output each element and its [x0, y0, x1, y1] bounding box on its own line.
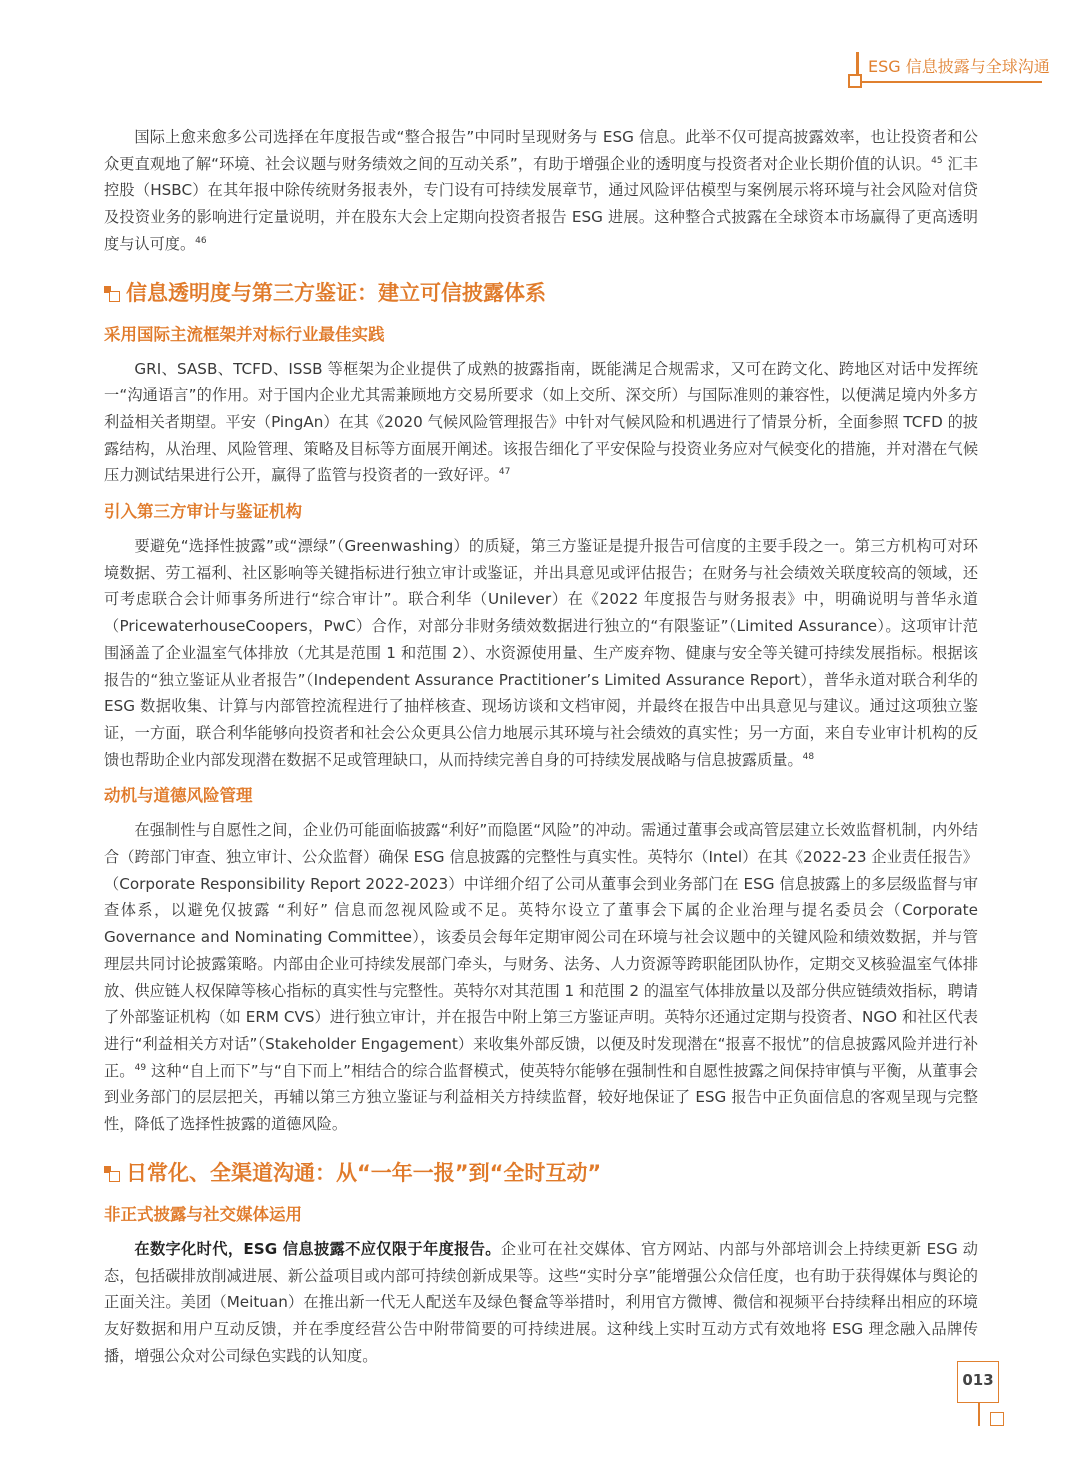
running-title: ESG 信息披露与全球沟通 — [868, 57, 1050, 76]
footnote-ref: 49 — [134, 1062, 147, 1073]
intro-paragraph: 国际上愈来愈多公司选择在年度报告或“整合报告”中同时呈现财务与 ESG 信息。此举不仅可提高披露效率，也让投资者和公众更直观地了解“环境、社会议题与财务绩效之间的互动关系”，有助于增强企业的透明度与投资者对企业长期价值的认识。$^{45}$ 汇丰控股（HSBC）在其年报中除传统财务报表外，专门设有可持续发展章节，通过风险评估模型与案例展示将环境与社会风险对信贷及投资业务的影响进行定量说明，并在股东大会上定期向投资者报告 ESG 进展。这种整合式披露在全球资本市场赢得了更高透明度与认可度。$^{46}$ — [104, 128, 978, 253]
subheading-social-media: 非正式披露与社交媒体运用 — [104, 1204, 302, 1224]
running-header — [842, 44, 1050, 92]
footnote-ref: 46 — [195, 235, 207, 246]
header-square-icon — [848, 74, 862, 88]
page-number-connector — [978, 1402, 980, 1426]
section-marker-icon — [104, 286, 120, 302]
paragraph-moral-hazard: 在强制性与自愿性之间，企业仍可能面临披露“利好”而隐匿“风险”的冲动。需通过董事会或高管层建立长效监督机制，内外结合（跨部门审查、独立审计、公众监督）确保 ESG 信息披露的完整性与真实性。英特尔（Intel）在其《2022-23 企业责任报告》（Corporate Responsibility Report 2022-2023）中详细介绍了公司从董事会到业务部门在 ESG 信息披露上的多层级监督与审查体系，以避免仅披露 “利好” 信息而忽视风险或不足。英特尔设立了董事会下属的企业治理与提名委员会（Corporate Governance and Nominating Committee），该委员会每年定期审阅公司在环境与社会议题中的关键风险和绩效数据，并与管理层共同讨论披露策略。内部由企业可持续发展部门牵头，与财务、法务、人力资源等跨职能团队协作，定期交叉核验温室气体排放、供应链人权保障等核心指标的真实性与完整性。英特尔对其范围 1 和范围 2 的温室气体排放量以及部分供应链绩效指标，聘请了外部鉴证机构（如 ERM CVS）进行独立审计，并在报告中附上第三方鉴证声明。英特尔还通过定期与投资者、NGO 和社区代表进行“利益相关方对话”（Stakeholder Engagement）来收集外部反馈，以便及时发现潜在“报喜不报忧”的信息披露风险并进行补正。$^{49}$ 这种“自上而下”与“自下而上”相结合的综合监督模式，使英特尔能够在强制性和自愿性披露之间保持审慎与平衡，从董事会到业务部门的层层把关，再辅以第三方独立鉴证与利益相关方持续监督，较好地保证了 ESG 报告中正负面信息的客观呈现与完整性，降低了选择性披露的道德风险。 — [104, 821, 978, 1134]
footnote-ref: 47 — [498, 467, 511, 478]
section-heading-communication: 日常化、全渠道沟通：从“一年一报”到“全时互动” — [104, 1158, 978, 1188]
section-marker-icon — [104, 1166, 120, 1182]
subheading-frameworks: 采用国际主流框架并对标行业最佳实践 — [104, 324, 385, 344]
paragraph-third-party-audit: 要避免“选择性披露”或“漂绿”（Greenwashing）的质疑，第三方鉴证是提升报告可信度的主要手段之一。第三方机构可对环境数据、劳工福利、社区影响等关键指标进行独立审计或鉴证，并出具意见或评估报告；在财务与社会绩效关联度较高的领域，还可考虑联合会计师事务所进行“综合审计”。联合利华（Unilever）在《2022 年度报告与财务报表》中，明确说明与普华永道（PricewaterhouseCoopers，PwC）合作，对部分非财务绩效数据进行独立的“有限鉴证”（Limited Assurance）。这项审计范围涵盖了企业温室气体排放（尤其是范围 1 和范围 2）、水资源使用量、生产废弃物、健康与安全等关键可持续发展指标。根据该报告的“独立鉴证从业者报告”（Independent Assurance Practitioner’s Limited Assurance Report），普华永道对联合利华的 ESG 数据收集、计算与内部管控流程进行了抽样核查、现场访谈和文档审阅，并最终在报告中出具意见与建议。通过这项独立鉴证，一方面，联合利华能够向投资者和社会公众更具公信力地展示其环境与社会绩效的真实性；另一方面，来自专业审计机构的反馈也帮助企业内部发现潜在数据不足或管理缺口，从而持续完善自身的可持续发展战略与信息披露质量。$^{48}$ — [104, 537, 978, 769]
section-heading-transparency: 信息透明度与第三方鉴证：建立可信披露体系 — [104, 278, 978, 308]
footnote-ref: 45 — [931, 155, 943, 166]
main-content — [104, 124, 978, 1379]
subheading-third-party-audit: 引入第三方审计与鉴证机构 — [104, 502, 302, 522]
header-rule — [859, 81, 1042, 83]
paragraph-social-media: 在数字化时代，ESG 信息披露不应仅限于年度报告。企业可在社交媒体、官方网站、内部与外部培训会上持续更新 ESG 动态，包括碳排放削减进展、新公益项目或内部可持续创新成果等。这些“实时分享”能增强公众信任度，也有助于获得媒体与舆论的正面关注。美团（Meituan）在推出新一代无人配送车及绿色餐盒等举措时，利用官方微博、微信和视频平台持续释出相应的环境友好数据和用户互动反馈，并在季度经营公告中附带简要的可持续进展。这种线上实时互动方式有效地将 ESG 理念融入品牌传播，增强公众对公司绿色实践的认知度。 — [104, 1239, 978, 1365]
page-corner-square-icon — [990, 1412, 1004, 1426]
subheading-moral-hazard: 动机与道德风险管理 — [104, 786, 253, 806]
page-number: 013 — [962, 1371, 994, 1389]
paragraph-frameworks: GRI、SASB、TCFD、ISSB 等框架为企业提供了成熟的披露指南，既能满足合规需求，又可在跨文化、跨地区对话中发挥统一“沟通语言”的作用。对于国内企业尤其需兼顾地方交易所要求（如上交所、深交所）与国际准则的兼容性，以便满足境内外多方利益相关者期望。平安（PingAn）在其《2020 气候风险管理报告》中针对气候风险和机遇进行了情景分析，全面参照 TCFD 的披露结构，从治理、风险管理、策略及目标等方面展开阐述。该报告细化了平安保险与投资业务应对气候变化的措施，并对潜在气候压力测试结果进行公开，赢得了监管与投资者的一致好评。$^{47}$ — [104, 359, 978, 485]
footnote-ref: 48 — [802, 751, 815, 762]
page-number-box — [957, 1361, 999, 1403]
